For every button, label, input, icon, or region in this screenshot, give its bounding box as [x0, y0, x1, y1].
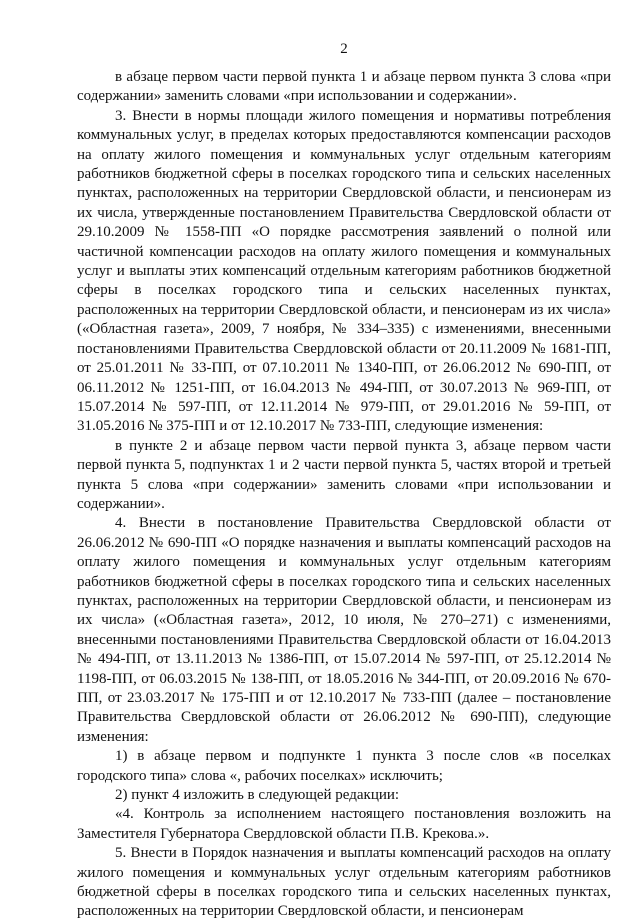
paragraph-quote-item-4: «4. Контроль за исполнением настоящего постановления возложить на Заместителя Губернатора Свердловской области П.В. Крекова.».: [77, 806, 611, 842]
paragraph-subitem-1: 1) в абзаце первом и подпункте 1 пункта 3 после слов «в поселках городского типа» слова «, рабочих поселках» исключить;: [77, 748, 611, 784]
paragraph-item-3-changes: в пункте 2 и абзаце первом части первой пункта 3, абзаце первом части первой пункта 5, подпунктах 1 и 2 части первой пункта 5, частях второй и третьей пункта 5 слова «при содержании» заменить словами «при использовании и содержании».: [77, 437, 611, 512]
paragraph-replace-words: в абзаце первом части первой пункта 1 и абзаце первом пункта 3 слова «при содержании» заменить словами «при использовании и содержании».: [77, 69, 611, 105]
paragraph-item-5: 5. Внести в Порядок назначения и выплаты компенсаций расходов на оплату жилого помещения и коммунальных услуг отдельным категориям работников бюджетной сферы в поселках городского типа и сельских населенных пунктах, расположенных на территории Свердловской области, и пенсионерам: [77, 845, 611, 920]
page-number: 2: [340, 41, 348, 57]
paragraph-item-4: 4. Внести в постановление Правительства Свердловской области от 26.06.2012 № 690-ПП «О порядке назначения и выплаты компенсаций расходов на оплату жилого помещения и коммунальных услуг отдельным категориям работников бюджетной сферы в поселках городского типа и сельских населенных пунктах, расположенных на территории Свердловской области, и пенсионерам из их числа» («Областная газета», 2012, 10 июля, № 270–271) с изменениями, внесенными постановлениями Правительства Свердловской области от 16.04.2013 № 494-ПП, от 13.11.2013 № 1386-ПП, от 15.07.2014 № 597-ПП, от 25.12.2014 № 1198-ПП, от 06.03.2015 № 138-ПП, от 18.05.2016 № 344-ПП, от 20.09.2016 № 670-ПП, от 23.03.2017 № 175-ПП и от 12.10.2017 № 733-ПП (далее – постановление Правительства Свердловской области от 26.06.2012 № 690-ПП), следующие изменения:: [77, 515, 611, 745]
paragraph-item-3: 3. Внести в нормы площади жилого помещения и нормативы потребления коммунальных услуг, в пределах которых предоставляются компенсации расходов на оплату жилого помещения и коммунальных услуг отдельным категориям работников бюджетной сферы в поселках городского типа и сельских населенных пунктах, расположенных на территории Свердловской области, и пенсионерам из их числа, утвержденные постановлением Правительства Свердловской области от 29.10.2009 № 1558-ПП «О порядке рассмотрения заявлений о полной или частичной компенсации расходов на оплату жилого помещения и коммунальных услуг и выплаты этих компенсаций отдельным категориям работников бюджетной сферы в поселках городского типа и сельских населенных пунктах, расположенных на территории Свердловской области, и пенсионерам из их числа» («Областная газета», 2009, 7 ноября, № 334–335) с изменениями, внесенными постановлениями Правительства Свердловской области от 20.11.2009 № 1681-ПП, от 25.01.2011 № 33-ПП, от 07.10.2011 № 1340-ПП, от 26.06.2012 № 690-ПП, от 06.11.2012 № 1251-ПП, от 16.04.2013 № 494-ПП, от 30.07.2013 № 969-ПП, от 15.07.2014 № 597-ПП, от 12.11.2014 № 979-ПП, от 29.01.2016 № 59-ПП, от 31.05.2016 № 375-ПП и от 12.10.2017 № 733-ПП, следующие изменения:: [77, 107, 611, 435]
paragraph-subitem-2: 2) пункт 4 изложить в следующей редакции:: [115, 787, 400, 804]
